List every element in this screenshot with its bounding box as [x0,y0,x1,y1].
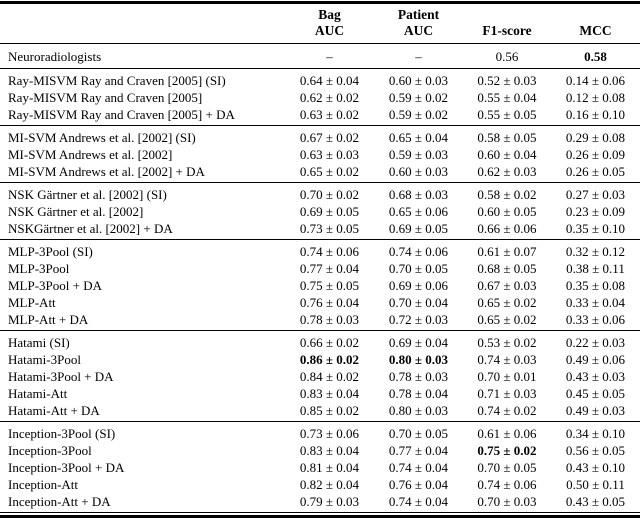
metric-cell: 0.70 ± 0.02 [299,186,360,202]
metric-cell: 0.80 ± 0.03 [388,402,449,418]
metric-cell: 0.33 ± 0.06 [565,311,626,327]
metric-cell: 0.62 ± 0.02 [299,89,360,105]
metric-cell: 0.65 ± 0.02 [299,163,360,179]
table-row [0,146,640,163]
results-table [0,1,640,513]
metric-cell: 0.68 ± 0.05 [477,260,537,276]
table-row [0,311,640,331]
method-cell: Inception-Att + DA [8,493,111,509]
metric-cell: 0.32 ± 0.12 [565,243,626,259]
metric-cell: 0.67 ± 0.02 [299,129,360,145]
metric-cell: 0.81 ± 0.04 [299,459,360,475]
table-row [0,351,640,368]
metric-cell: 0.69 ± 0.06 [388,277,449,293]
table-row [0,385,640,402]
metric-cell: 0.66 ± 0.06 [477,220,537,236]
method-cell: MI-SVM Andrews et al. [2002] (SI) [8,129,196,145]
method-cell: Ray-MISVM Ray and Craven [2005] [8,89,203,105]
table-row [0,44,640,69]
table-row [0,476,640,493]
metric-cell: 0.71 ± 0.03 [477,385,537,401]
metric-cell: 0.49 ± 0.06 [565,351,626,367]
metric-cell: 0.79 ± 0.03 [299,493,360,509]
method-cell: Inception-3Pool + DA [8,459,125,475]
metric-cell: 0.59 ± 0.02 [388,106,449,122]
method-cell: Hatami-Att + DA [8,402,100,418]
metric-cell: 0.62 ± 0.03 [477,163,537,179]
metric-cell: – [326,48,333,64]
table-group [0,69,640,126]
metric-cell: 0.65 ± 0.02 [477,294,537,310]
metric-cell: 0.74 ± 0.06 [388,243,449,259]
metric-cell: 0.43 ± 0.10 [565,459,626,475]
method-cell: Ray-MISVM Ray and Craven [2005] + DA [8,106,235,122]
metric-cell: 0.83 ± 0.04 [299,442,360,458]
metric-cell: 0.65 ± 0.06 [388,203,449,219]
metric-cell: 0.66 ± 0.02 [299,334,360,350]
metric-cell: 0.69 ± 0.05 [299,203,360,219]
metric-cell: 0.29 ± 0.08 [565,129,626,145]
metric-cell: 0.74 ± 0.03 [477,351,537,367]
metric-cell: 0.27 ± 0.03 [565,186,626,202]
metric-cell: 0.65 ± 0.02 [477,311,537,327]
metric-cell: 0.59 ± 0.02 [388,89,449,105]
metric-cell: 0.84 ± 0.02 [299,368,360,384]
method-cell: MI-SVM Andrews et al. [2002] + DA [8,163,205,179]
method-cell: MLP-Att + DA [8,311,89,327]
table-row [0,294,640,311]
metric-cell: 0.52 ± 0.03 [477,72,537,88]
table-row [0,422,640,442]
col-header-bag-auc-line2: AUC [314,23,345,38]
metric-cell: 0.69 ± 0.05 [388,220,449,236]
metric-cell: 0.70 ± 0.05 [388,425,449,441]
table-bottom-rule [0,515,640,518]
table-group [0,240,640,331]
metric-cell: 0.26 ± 0.05 [565,163,626,179]
table-group [0,331,640,422]
method-cell: Neuroradiologists [8,48,102,64]
metric-cell: 0.76 ± 0.04 [388,476,449,492]
method-cell: Inception-3Pool (SI) [8,425,116,441]
metric-cell: 0.65 ± 0.04 [388,129,449,145]
metric-cell: 0.61 ± 0.06 [477,425,537,441]
col-header-mcc [551,3,640,44]
table-row [0,277,640,294]
metric-cell: 0.67 ± 0.03 [477,277,537,293]
metric-cell: 0.86 ± 0.02 [299,351,360,367]
table-row [0,442,640,459]
method-cell: Hatami-3Pool [8,351,81,367]
metric-cell: 0.38 ± 0.11 [566,260,625,276]
table-row [0,331,640,351]
metric-cell: 0.68 ± 0.03 [388,186,449,202]
col-header-patient-auc-line2: AUC [403,23,434,38]
metric-cell: 0.73 ± 0.05 [299,220,360,236]
table-group [0,44,640,69]
col-header-method [0,3,285,44]
table-group [0,422,640,513]
metric-cell: 0.55 ± 0.05 [477,106,537,122]
method-cell: MLP-3Pool (SI) [8,243,93,259]
table-row [0,493,640,513]
metric-cell: 0.77 ± 0.04 [388,442,449,458]
method-cell: NSK Gärtner et al. [2002] (SI) [8,186,167,202]
table-header [0,3,640,44]
method-cell: Ray-MISVM Ray and Craven [2005] (SI) [8,72,226,88]
metric-cell: 0.49 ± 0.03 [565,402,626,418]
metric-cell: 0.72 ± 0.03 [388,311,449,327]
metric-cell: 0.64 ± 0.04 [299,72,360,88]
metric-cell: 0.74 ± 0.04 [388,493,449,509]
metric-cell: 0.14 ± 0.06 [565,72,626,88]
col-header-mcc-line: MCC [579,23,612,38]
metric-cell: 0.55 ± 0.04 [477,89,537,105]
metric-cell: 0.50 ± 0.11 [566,476,625,492]
table-group [0,183,640,240]
table-group [0,126,640,183]
metric-cell: 0.33 ± 0.04 [565,294,626,310]
method-cell: Inception-Att [8,476,79,492]
metric-cell: 0.74 ± 0.04 [388,459,449,475]
method-cell: NSKGärtner et al. [2002] + DA [8,220,173,236]
metric-cell: 0.70 ± 0.03 [477,493,537,509]
metric-cell: 0.56 ± 0.05 [565,442,626,458]
metric-cell: 0.70 ± 0.05 [477,459,537,475]
metric-cell: 0.83 ± 0.04 [299,385,360,401]
metric-cell: 0.74 ± 0.06 [477,476,537,492]
metric-cell: 0.45 ± 0.05 [565,385,626,401]
metric-cell: 0.75 ± 0.05 [299,277,360,293]
col-header-patient-auc [374,3,463,44]
table-row [0,368,640,385]
metric-cell: 0.73 ± 0.06 [299,425,360,441]
table-row [0,240,640,260]
metric-cell: 0.85 ± 0.02 [299,402,360,418]
metric-cell: 0.43 ± 0.05 [565,493,626,509]
metric-cell: 0.35 ± 0.10 [565,220,626,236]
metric-cell: 0.34 ± 0.10 [565,425,626,441]
metric-cell: 0.23 ± 0.09 [565,203,626,219]
metric-cell: 0.35 ± 0.08 [565,277,626,293]
method-cell: Inception-3Pool [8,442,92,458]
metric-cell: 0.63 ± 0.02 [299,106,360,122]
metric-cell: 0.61 ± 0.07 [477,243,537,259]
metric-cell: 0.53 ± 0.02 [477,334,537,350]
col-header-bag-auc [285,3,374,44]
metric-cell: 0.63 ± 0.03 [299,146,360,162]
table-row [0,203,640,220]
table-row [0,126,640,146]
metric-cell: 0.70 ± 0.01 [477,368,537,384]
metric-cell: 0.74 ± 0.02 [477,402,537,418]
method-cell: Hatami-3Pool + DA [8,368,114,384]
metric-cell: – [415,48,422,64]
method-cell: MI-SVM Andrews et al. [2002] [8,146,173,162]
table-row [0,459,640,476]
table-row [0,260,640,277]
table-row [0,183,640,203]
metric-cell: 0.75 ± 0.02 [477,442,537,458]
metric-cell: 0.58 ± 0.05 [477,129,537,145]
metric-cell: 0.78 ± 0.04 [388,385,449,401]
metric-cell: 0.56 [495,48,519,64]
metric-cell: 0.60 ± 0.05 [477,203,537,219]
col-header-f1-score [463,3,551,44]
metric-cell: 0.69 ± 0.04 [388,334,449,350]
metric-cell: 0.78 ± 0.03 [299,311,360,327]
metric-cell: 0.59 ± 0.03 [388,146,449,162]
table-row [0,220,640,240]
col-header-f1-score-line: F1-score [482,23,532,38]
metric-cell: 0.58 [584,48,607,64]
metric-cell: 0.60 ± 0.03 [388,163,449,179]
metric-cell: 0.76 ± 0.04 [299,294,360,310]
col-header-patient-auc-line1: Patient [397,7,440,22]
table-row [0,89,640,106]
metric-cell: 0.16 ± 0.10 [565,106,626,122]
metric-cell: 0.70 ± 0.04 [388,294,449,310]
metric-cell: 0.70 ± 0.05 [388,260,449,276]
metric-cell: 0.26 ± 0.09 [565,146,626,162]
method-cell: Hatami (SI) [8,334,70,350]
table-row [0,106,640,126]
metric-cell: 0.78 ± 0.03 [388,368,449,384]
metric-cell: 0.43 ± 0.03 [565,368,626,384]
metric-cell: 0.80 ± 0.03 [388,351,449,367]
metric-cell: 0.77 ± 0.04 [299,260,360,276]
method-cell: MLP-3Pool + DA [8,277,103,293]
metric-cell: 0.60 ± 0.04 [477,146,537,162]
method-cell: MLP-Att [8,294,56,310]
metric-cell: 0.12 ± 0.08 [565,89,626,105]
metric-cell: 0.22 ± 0.03 [565,334,626,350]
table-row [0,163,640,183]
metric-cell: 0.74 ± 0.06 [299,243,360,259]
method-cell: Hatami-Att [8,385,68,401]
method-cell: MLP-3Pool [8,260,70,276]
metric-cell: 0.58 ± 0.02 [477,186,537,202]
method-cell: NSK Gärtner et al. [2002] [8,203,144,219]
table-row [0,402,640,422]
metric-cell: 0.60 ± 0.03 [388,72,449,88]
table-row [0,69,640,89]
metric-cell: 0.82 ± 0.04 [299,476,360,492]
col-header-bag-auc-line1: Bag [318,7,341,22]
header-row [0,3,640,44]
